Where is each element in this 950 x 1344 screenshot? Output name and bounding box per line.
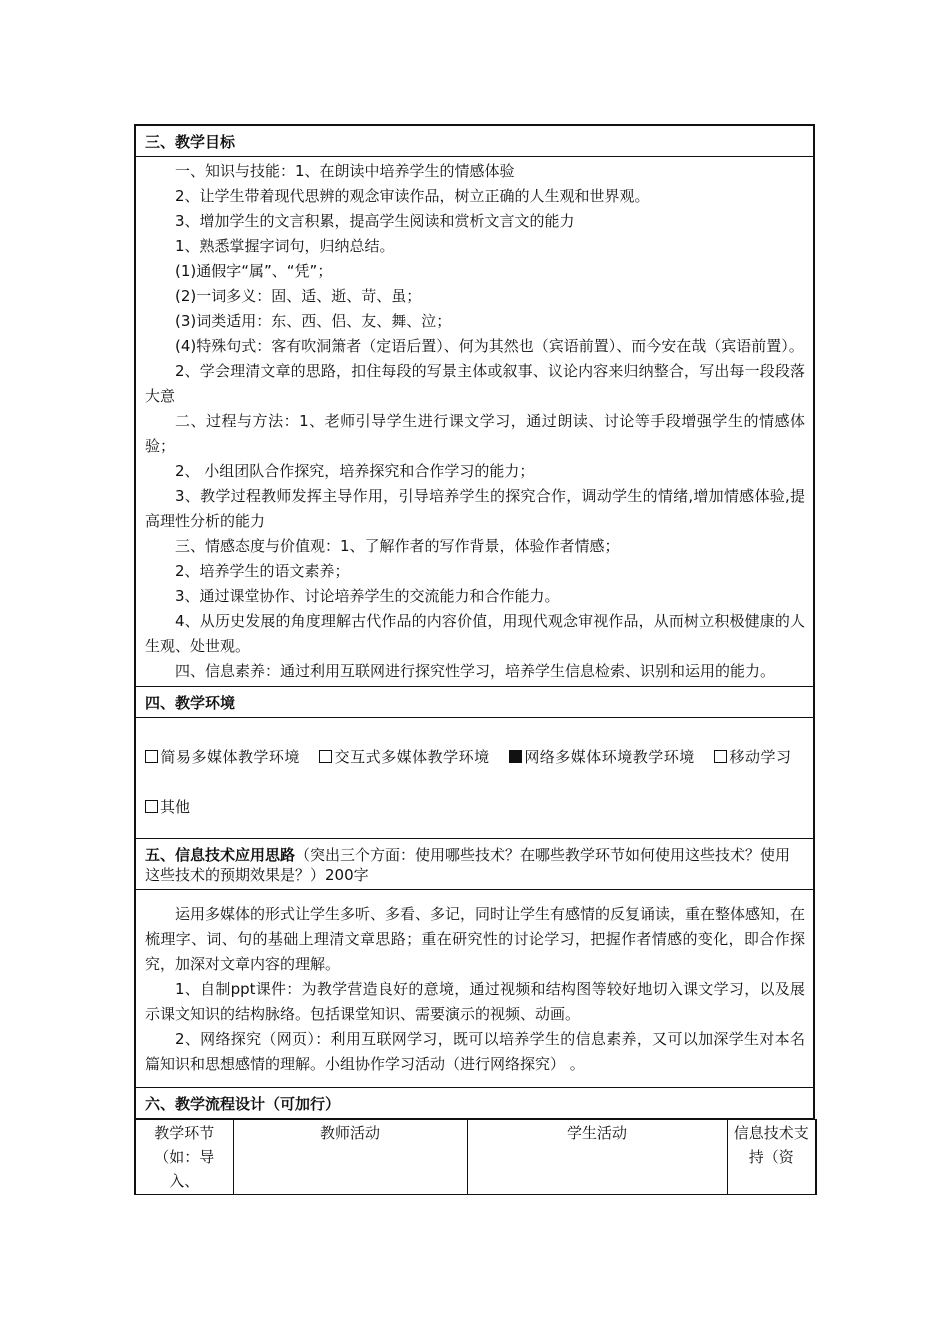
section-title: 六、教学流程设计（可加行） xyxy=(145,1095,341,1113)
objective-line: 3、通过课堂协作、讨论培养学生的交流能力和合作能力。 xyxy=(175,587,560,605)
column-header-student: 学生活动 xyxy=(467,1120,727,1195)
objective-line: 四、信息素养：通过利用互联网进行探究性学习，培养学生信息检索、识别和运用的能力。 xyxy=(175,662,776,680)
objective-line: 4、从历史发展的角度理解古代作品的内容价值，用现代观念审视作品，从而树立积极健康的人生观、处世观。 xyxy=(145,612,805,655)
lesson-plan-sheet xyxy=(134,124,815,1195)
section-teaching-objectives xyxy=(134,124,815,157)
env-option-simple[interactable]: 简易多媒体教学环境 xyxy=(145,748,300,766)
paragraph: 运用多媒体的形式让学生多听、多看、多记，同时让学生有感情的反复诵读，重在整体感知，在梳理字、词、句的基础上理清文章思路；重在研究性的讨论学习，把握作者情感的变化，即合作探究，加深对文章内容的理解。 xyxy=(145,905,806,973)
env-option-mobile[interactable]: 移动学习 xyxy=(714,748,791,766)
objective-line: 3、增加学生的文言积累，提高学生阅读和赏析文言文的能力 xyxy=(175,212,575,230)
objective-line: 2、 小组团队合作探究，培养探究和合作学习的能力； xyxy=(175,462,535,480)
it-application-body xyxy=(134,890,815,1088)
checkbox-empty-icon[interactable] xyxy=(145,800,158,813)
checkbox-checked-icon[interactable] xyxy=(509,750,522,763)
objective-line: (4)特殊句式：客有吹洞箫者（定语后置）、何为其然也（宾语前置）、而今安在哉（宾语前置）。 xyxy=(175,337,804,355)
checkbox-empty-icon[interactable] xyxy=(714,750,727,763)
objective-line: (3)词类适用：东、西、侣、友、舞、泣； xyxy=(175,312,452,330)
section-title: 四、教学环境 xyxy=(145,694,236,712)
section-it-application xyxy=(134,839,815,890)
section-title: 五、信息技术应用思路 xyxy=(145,846,296,864)
objective-line: 1、熟悉掌握字词句，归纳总结。 xyxy=(175,237,395,255)
objective-line: (1)通假字“属”、“凭”； xyxy=(175,262,333,280)
section-teaching-environment xyxy=(134,687,815,718)
objective-line: 三、情感态度与价值观：1、了解作者的写作背景，体验作者情感； xyxy=(175,537,620,555)
objective-line: 2、让学生带着现代思辨的观念审读作品，树立正确的人生观和世界观。 xyxy=(175,187,650,205)
objective-line: 2、学会理清文章的思路，扣住每段的写景主体或叙事、议论内容来归纳整合，写出每一段段落大意 xyxy=(145,362,805,405)
section-teaching-flow xyxy=(134,1088,815,1119)
env-option-network[interactable]: 网络多媒体环境教学环境 xyxy=(509,748,695,766)
section-note: （突出三个方面：使用哪些技术？在哪些教学环节如何使用这些技术？使用这些技术的预期效果是？）200字 xyxy=(145,846,791,884)
env-option-other[interactable]: 其他 xyxy=(145,798,190,816)
objective-line: 一、知识与技能：1、在朗读中培养学生的情感体验 xyxy=(175,162,515,180)
objective-line: 2、培养学生的语文素养； xyxy=(175,562,350,580)
paragraph: 2、网络探究（网页）：利用互联网学习，既可以培养学生的信息素养，又可以加深学生对本名篇知识和思想感情的理解。小组协作学习活动（进行网络探究） 。 xyxy=(145,1030,805,1073)
checkbox-empty-icon[interactable] xyxy=(145,750,158,763)
flow-table xyxy=(134,1119,817,1195)
section-title: 三、教学目标 xyxy=(145,133,236,151)
env-option-interactive[interactable]: 交互式多媒体教学环境 xyxy=(319,748,489,766)
column-header-it-support: 信息技术支持（资 xyxy=(727,1120,816,1195)
objective-line: 3、教学过程教师发挥主导作用，引导培养学生的探究合作，调动学生的情绪,增加情感体验,提高理性分析的能力 xyxy=(145,487,805,530)
column-header-teacher: 教师活动 xyxy=(233,1120,467,1195)
checkbox-empty-icon[interactable] xyxy=(319,750,332,763)
paragraph: 1、自制ppt课件：为教学营造良好的意境，通过视频和结构图等较好地切入课文学习，以及展示课文知识的结构脉络。包括课堂知识、需要演示的视频、动画。 xyxy=(145,980,805,1023)
table-header-row xyxy=(135,1120,816,1195)
column-header-stage: 教学环节（如：导入、 xyxy=(135,1120,233,1195)
objective-line: (2)一词多义：固、适、逝、苛、虽； xyxy=(175,287,422,305)
objective-line: 二、过程与方法：1、老师引导学生进行课文学习，通过朗读、讨论等手段增强学生的情感体验； xyxy=(145,412,805,455)
objectives-body xyxy=(134,157,815,687)
environment-options xyxy=(134,718,815,839)
